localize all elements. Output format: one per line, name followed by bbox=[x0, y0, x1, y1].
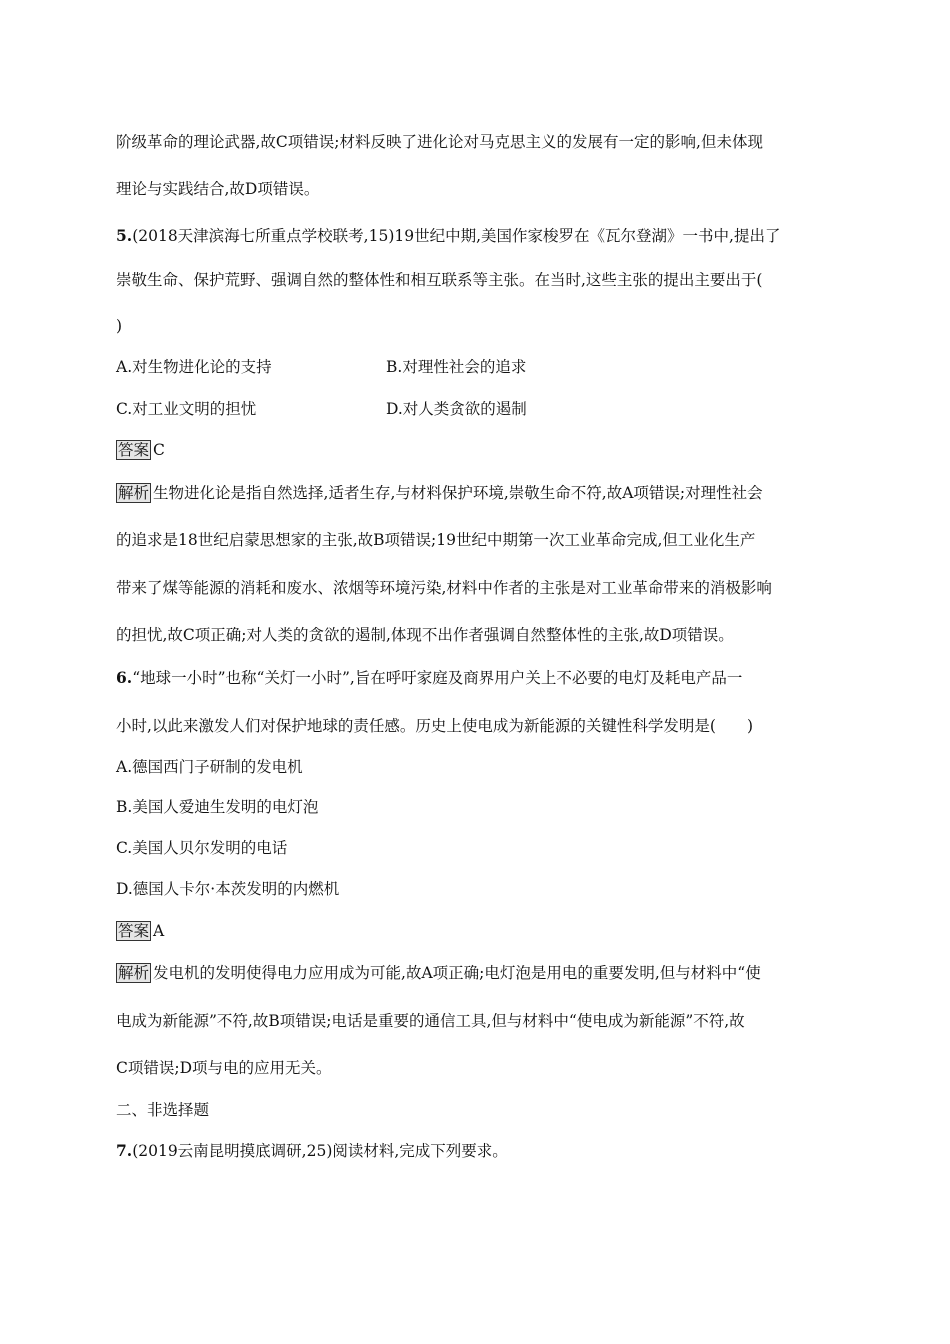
q5-stem-text-1: (2018天津滨海七所重点学校联考,15)19世纪中期,美国作家梭罗在《瓦尔登湖》一书中,提出了 bbox=[132, 227, 781, 245]
q6-answer-value: A bbox=[153, 922, 165, 940]
q6-analysis-line-1 bbox=[116, 963, 761, 983]
q6-option-c: C.美国人贝尔发明的电话 bbox=[116, 839, 288, 857]
q6-analysis-line-2: 电成为新能源”不符,故B项错误;电话是重要的通信工具,但与材料中“使电成为新能源”不符,故 bbox=[116, 1012, 745, 1030]
q5-option-d: D.对人类贪欲的遏制 bbox=[386, 400, 527, 418]
q6-analysis-line-3: C项错误;D项与电的应用无关。 bbox=[116, 1059, 332, 1077]
q5-stem-line-2: 崇敬生命、保护荒野、强调自然的整体性和相互联系等主张。在当时,这些主张的提出主要出于( bbox=[116, 271, 763, 289]
continuation-line-1: 阶级革命的理论武器,故C项错误;材料反映了进化论对马克思主义的发展有一定的影响,但未体现 bbox=[116, 133, 763, 151]
q5-stem-line-1 bbox=[116, 226, 780, 246]
q6-analysis-text-1: 发电机的发明使得电力应用成为可能,故A项正确;电灯泡是用电的重要发明,但与材料中“使 bbox=[153, 964, 761, 982]
q5-stem-line-3: ) bbox=[116, 317, 123, 335]
q5-option-a: A.对生物进化论的支持 bbox=[116, 358, 272, 376]
q7-stem-line-1 bbox=[116, 1141, 508, 1161]
q6-stem-line-2: 小时,以此来激发人们对保护地球的责任感。历史上使电成为新能源的关键性科学发明是( ) bbox=[116, 717, 754, 735]
q6-analysis-label: 解析 bbox=[118, 964, 150, 982]
q6-answer-row bbox=[116, 921, 164, 941]
section-title-non-choice: 二、非选择题 bbox=[116, 1101, 210, 1119]
q5-answer-value: C bbox=[153, 441, 165, 459]
q6-option-a: A.德国西门子研制的发电机 bbox=[116, 758, 303, 776]
q6-number: 6. bbox=[116, 668, 133, 687]
q7-number: 7. bbox=[116, 1141, 133, 1160]
continuation-line-2: 理论与实践结合,故D项错误。 bbox=[116, 180, 320, 198]
q5-analysis-text-1: 生物进化论是指自然选择,适者生存,与材料保护环境,崇敬生命不符,故A项错误;对理性社会 bbox=[153, 484, 763, 502]
q5-answer-label: 答案 bbox=[118, 441, 150, 459]
q5-analysis-line-4: 的担忧,故C项正确;对人类的贪欲的遏制,体现不出作者强调自然整体性的主张,故D项错误。 bbox=[116, 626, 734, 644]
q5-number: 5. bbox=[116, 226, 133, 245]
q5-analysis-line-1 bbox=[116, 483, 763, 503]
q6-answer-label: 答案 bbox=[118, 922, 150, 940]
q6-stem-text-1: “地球一小时”也称“关灯一小时”,旨在呼吁家庭及商界用户关上不必要的电灯及耗电产品一 bbox=[132, 669, 743, 687]
q7-stem-text-1: (2019云南昆明摸底调研,25)阅读材料,完成下列要求。 bbox=[132, 1142, 508, 1160]
q5-analysis-line-2: 的追求是18世纪启蒙思想家的主张,故B项错误;19世纪中期第一次工业革命完成,但工业化生产 bbox=[116, 531, 756, 549]
q5-option-c: C.对工业文明的担忧 bbox=[116, 400, 257, 418]
q5-analysis-line-3: 带来了煤等能源的消耗和废水、浓烟等环境污染,材料中作者的主张是对工业革命带来的消极影响 bbox=[116, 579, 772, 597]
q5-answer-row bbox=[116, 440, 165, 460]
q6-option-b: B.美国人爱迪生发明的电灯泡 bbox=[116, 798, 319, 816]
q5-option-b: B.对理性社会的追求 bbox=[386, 358, 527, 376]
q5-analysis-label: 解析 bbox=[118, 484, 150, 502]
q6-stem-line-1 bbox=[116, 668, 742, 688]
q6-option-d: D.德国人卡尔·本茨发明的内燃机 bbox=[116, 880, 340, 898]
